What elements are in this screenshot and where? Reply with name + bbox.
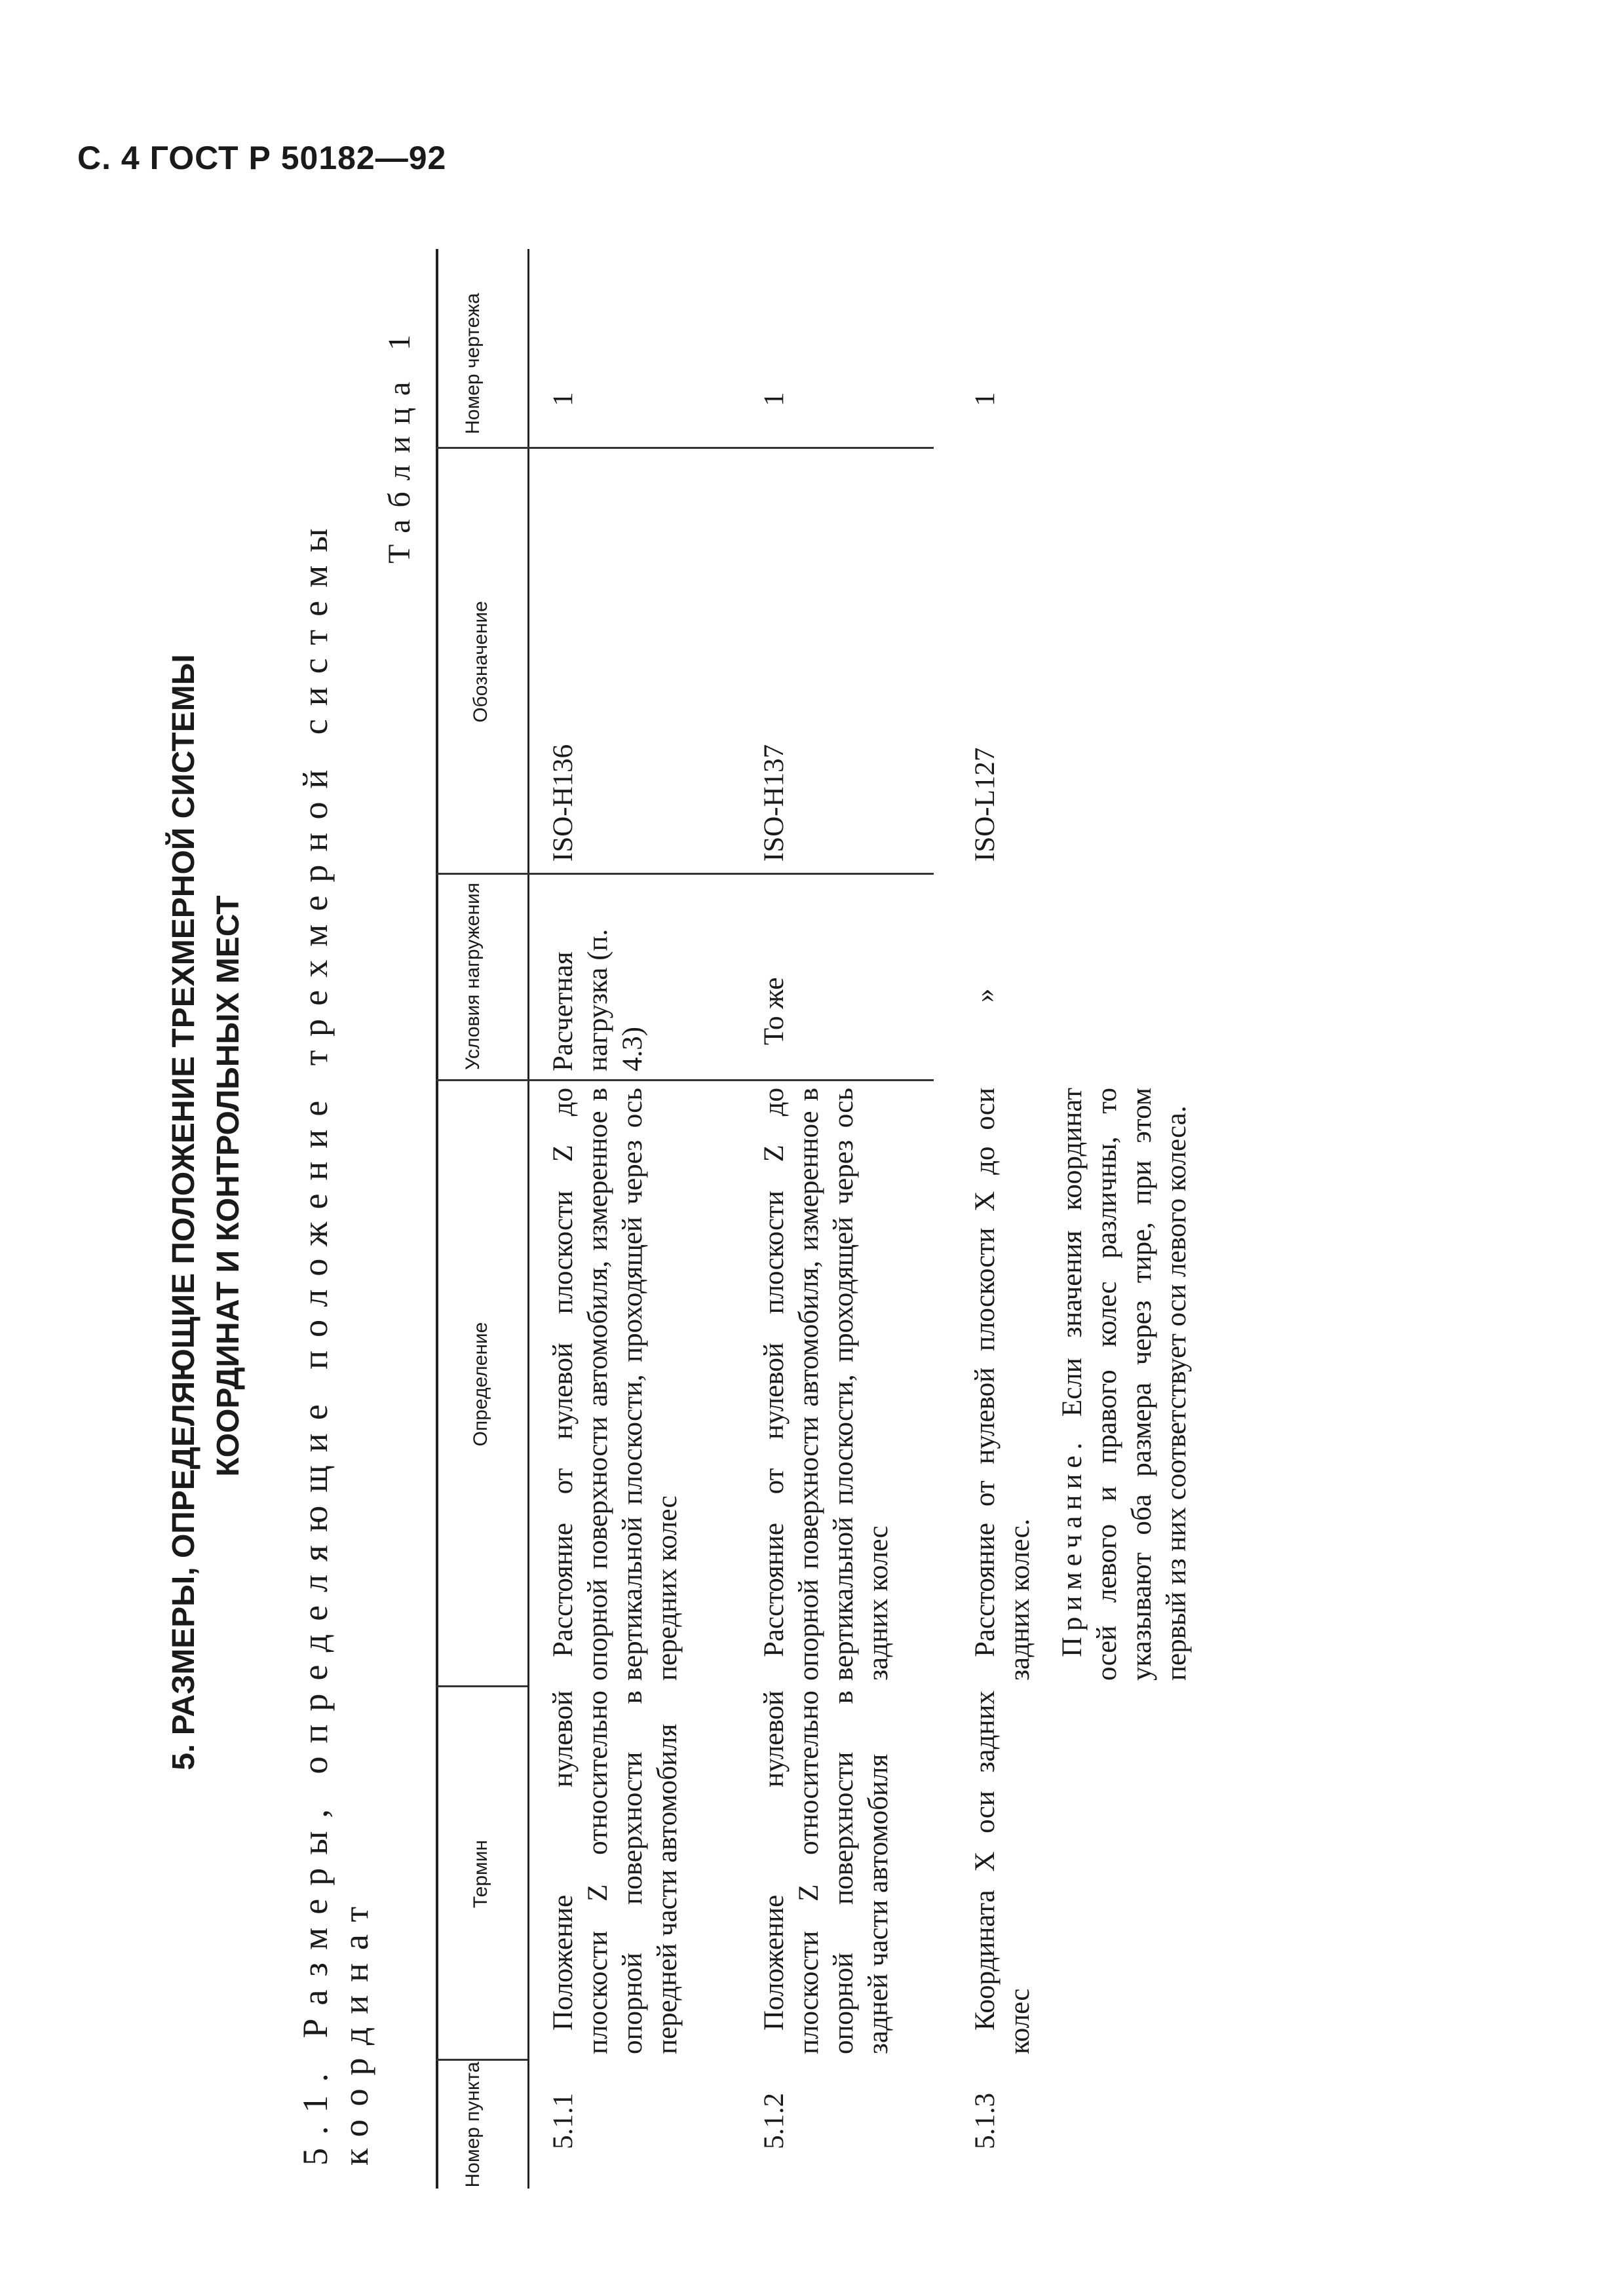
header-term: Термин: [470, 1840, 491, 1908]
col-sep-5: [436, 447, 934, 449]
row3-term: Координата X оси задних колес: [970, 1691, 1035, 2054]
header-definition: Определение: [470, 1322, 491, 1447]
table-label: Таблица 1: [382, 322, 417, 564]
row1-term: Положение нулевой плоскости Z относительно опорной поверхности в передней части автомобиля: [548, 1691, 683, 2054]
row2-conditions: То же: [759, 977, 790, 1045]
section-title-line1: 5. РАЗМЕРЫ, ОПРЕДЕЛЯЮЩИЕ ПОЛОЖЕНИЕ ТРЕХМЕРНОЙ СИСТЕМЫ: [166, 654, 201, 1770]
row3-definition: Расстояние от нулевой плоскости X до оси задних колес.: [970, 1088, 1035, 1681]
row3-num: 5.1.3: [970, 2093, 1001, 2149]
header-num: Номер пункта: [462, 2061, 484, 2188]
row3-conditions: »: [970, 988, 1001, 1003]
row1-num: 5.1.1: [548, 2093, 579, 2149]
row2-num: 5.1.2: [759, 2093, 790, 2149]
subsection-heading: 5.1. Размеры, определяющие положение трехмерной системы координат: [296, 515, 375, 2166]
col-sep-4: [436, 873, 934, 875]
row3-drawing: 1: [970, 392, 1001, 406]
col-sep-3: [436, 1079, 934, 1081]
row2-term: Положение нулевой плоскости Z относительно опорной поверхности в задней части автомобиля: [759, 1691, 894, 2054]
section-title-line2: КООРДИНАТ И КОНТРОЛЬНЫХ МЕСТ: [211, 895, 246, 1477]
row3-note: [1055, 1088, 1194, 1681]
table-top-rule: [436, 249, 438, 2189]
header-designation: Обозначение: [470, 601, 491, 723]
header-conditions: Условия нагружения: [462, 882, 484, 1071]
row1-conditions: Расчетная нагрузка (п. 4.3): [548, 928, 648, 1071]
row1-designation: ISO-H136: [548, 744, 579, 862]
row2-drawing: 1: [759, 392, 790, 406]
row3-note-text: Если значения координат осей левого и правого колес различны, то указывают оба размера через тире, при этом первый из них соответствует оси левого колеса.: [1057, 1088, 1192, 1681]
row1-drawing: 1: [548, 392, 579, 406]
row3-designation: ISO-L127: [970, 747, 1001, 862]
row3-note-label: Примечание.: [1057, 1436, 1088, 1657]
table-header-rule: [527, 249, 529, 2189]
rotated-page-content: [157, 236, 1468, 2189]
terms-table: [436, 249, 1550, 2189]
row2-definition: Расстояние от нулевой плоскости Z до опорной поверхности автомобиля, измеренное в вертикальной плоскости, проходящей через ось задних колес: [759, 1088, 894, 1681]
row1-definition: Расстояние от нулевой плоскости Z до опорной поверхности автомобиля, измеренное в вертикальной плоскости, проходящей через ось передних колес: [548, 1088, 683, 1681]
row2-designation: ISO-H137: [759, 744, 790, 862]
page-header: С. 4 ГОСТ Р 50182—92: [77, 140, 447, 176]
header-drawing: Номер чертежа: [462, 293, 484, 434]
